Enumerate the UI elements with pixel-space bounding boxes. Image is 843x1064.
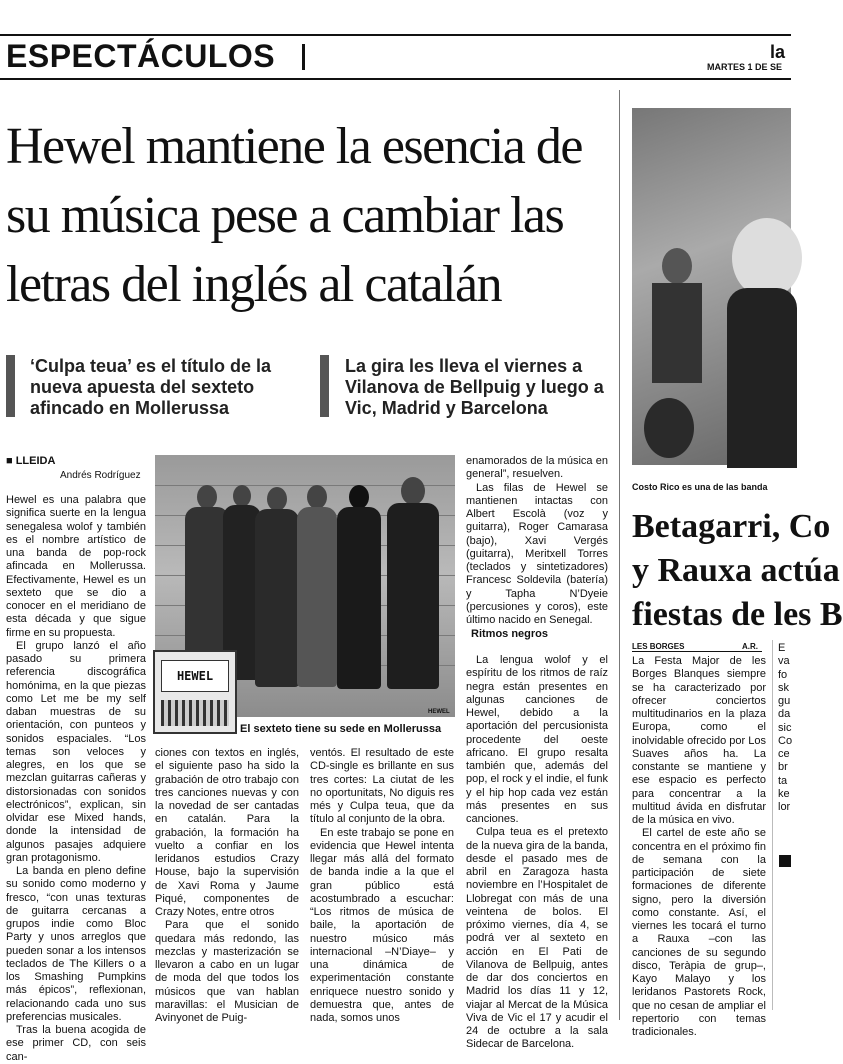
paragraph: Las filas de Hewel se mantienen intactas con Albert Escolà (voz y guitarra), Roger Camarasa (bajo), Xavi Vergés (guitarra), Meritxell Torres (teclados y sintetizadores) Francesc Soldevila (batería) y Tapha N’Dyeie (percusiones y coros), este último nacido en Senegal. — [466, 481, 608, 626]
side-byline-place: LES BORGES — [632, 642, 685, 651]
byline-author: Andrés Rodríguez — [60, 470, 141, 481]
side-column-2-fragment: ce — [778, 748, 790, 760]
article-column-1 — [6, 494, 146, 1064]
side-photo-caption: Costo Rico es una de las banda — [632, 482, 768, 492]
album-cover-title: HEWEL — [161, 660, 229, 692]
album-cover — [153, 650, 237, 734]
side-section-marker — [779, 855, 791, 867]
newspaper-brand: la — [770, 42, 786, 62]
paragraph: El cartel de este año se concentra en el próximo fin de semana con la participación de siete formaciones de diferente signo, pero la diversión como constante. Así, el viernes les tocará el turno a Rauxa –con las canciones de su segundo disco, Teràpia de grup–, Kayo Malayo y los leridanos Pastorets Rock, que no cesan de ampliar el repertorio con temas tradicionales. — [632, 827, 766, 1038]
subhead-bar-1 — [6, 355, 15, 417]
side-column-2-fragments — [778, 642, 791, 814]
side-column-2-fragment: da — [778, 708, 791, 721]
side-column-divider — [772, 640, 773, 1010]
side-column-2-fragment: br — [778, 761, 788, 774]
side-column-1 — [632, 655, 766, 1039]
side-headline-line: fiestas de les B — [632, 596, 843, 633]
dateline: MARTES 1 DE SE — [707, 62, 783, 72]
photo-credit: HEWEL — [428, 709, 450, 715]
section-title: ESPECTÁCULOS — [6, 38, 276, 74]
side-column-2-fragment: sic — [778, 721, 792, 734]
side-byline-rule — [632, 651, 762, 652]
side-byline-initials: A.R. — [742, 642, 758, 651]
byline-place-text: LLEIDA — [15, 455, 56, 467]
side-column-2-fragment: gu — [778, 695, 791, 707]
paragraph: Culpa teua es el pretexto de la nueva gira de la banda, desde el pasado mes de abril en Zaragoza hasta noviembre en l’Hospitalet de Llobregat con más de una veintena de bolos. El próximo viernes, día 4, se podrá ver al sexteto en acción en El Pati de Vilanova de Bellpuig, antes de dar dos conciertos en Madrid los días 11 y 12, viajar al Mercat de la Música Viva de Vic el 17 y acudir el 24 de octubre a la sala Sidecar de Barcelona. — [466, 826, 608, 1051]
paragraph: La banda en pleno define su sonido como moderno y fresco, “con unas texturas de guitarra cercanas a grupos indie como Bloc Party y unos arreglos que pueden sonar a los intensos teclados de The Killers o a los Smashing Pumpkins más épicos”, reflexionan, relacionando cada uno sus preferencias musicales. — [6, 865, 146, 1023]
paragraph: Hewel es una palabra que significa suerte en la lengua senegalesa wolof y también es el nombre artístico de una banda de pop-rock afincada en Mollerussa. Efectivamente, Hewel es un sexteto que se dio a conocer en el meridiano de esta década y que sigue firme en su propuesta. — [6, 494, 146, 639]
article-column-4-bottom — [466, 654, 608, 1052]
side-column-2-fragment: Co — [778, 734, 793, 747]
header-bottom-rule — [0, 78, 791, 80]
side-column-2-fragment: sk — [778, 681, 789, 694]
side-headline — [632, 505, 843, 637]
article-column-3 — [310, 747, 454, 1025]
side-headline-line: y Rauxa actúa — [632, 552, 840, 589]
subhead-1: ‘Culpa teua’ es el título de la nueva apuesta del sexteto afincado en Mollerussa — [30, 356, 272, 418]
paragraph: En este trabajo se pone en evidencia que Hewel intenta llegar más allá del formato de banda indie a la que el gran público está acostumbrado a escuchar: “Los ritmos de música de baile, la aportación de nuestro músico más internacional –N’Diaye– y una dinámica de experimentación constante enriquece nuestro sonido y demuestra que, antes de nada, somos unos — [310, 826, 454, 1024]
paragraph: La lengua wolof y el espíritu de los ritmos de raíz negra están presentes en algunas canciones de Hewel, debido a la aportación del percusionista procedente del oeste africano. El grupo resalta también que, además del pop, el rock y el indie, el funk y el hip hop cada vez están más presentes en sus canciones. — [466, 654, 608, 825]
side-photo — [632, 108, 791, 465]
side-column-2-fragment: va — [778, 655, 790, 668]
subhead-bar-2 — [320, 355, 329, 417]
article-headline: Hewel mantiene la esencia de su música pese a cambiar las letras del inglés al catalán — [6, 118, 582, 313]
byline-place: ■ LLEIDA — [6, 455, 56, 467]
paragraph: El grupo lanzó el año pasado su primera referencia discográfica homónima, en la que piezas como Let me be my self daban muestras de su orientación, con punteos y sonidos espaciales. “Los temas son veloces y alegres, en los que se mezclan guitarras cañeras y distorsionadas con sonidos electrónicos”, explican, sin olvidar ese Mixed hands, donde la intensidad de algunos pasajes adquiere gran protagonismo. — [6, 639, 146, 864]
side-column-2-fragment: lor — [778, 801, 791, 813]
paragraph: Tras la buena acogida de ese primer CD, con seis can- — [6, 1024, 146, 1063]
header-top-rule — [0, 34, 791, 36]
column-divider — [619, 90, 620, 1020]
paragraph: ventós. El resultado de este CD-single es brillante en sus tres cortes: La ciutat de les no oportunitats, No diguis res més y Culpa teua, que da título al conjunto de la obra. — [310, 747, 454, 826]
side-column-2-fragment: fo — [778, 668, 788, 681]
paragraph: enamorados de la música en general”, resuelven. — [466, 455, 608, 481]
column-subhead: Ritmos negros — [471, 628, 549, 640]
photo-caption: El sexteto tiene su sede en Mollerussa — [240, 723, 442, 735]
side-column-2-fragment: ta — [778, 774, 788, 787]
subhead-2: La gira les lleva el viernes a Vilanova de Bellpuig y luego a Vic, Madrid y Barcelona — [345, 356, 604, 418]
article-column-4-top — [466, 455, 608, 627]
side-headline-line: Betagarri, Co — [632, 508, 831, 545]
section-title-bar — [302, 44, 305, 70]
article-column-2 — [155, 747, 299, 1025]
side-column-2-fragment: ke — [778, 787, 790, 800]
paragraph: La Festa Major de les Borges Blanques siempre se ha caracterizado por ofrecer conciertos multitudinarios en la plaza Europa, como el inolvidable ofrecido por Los Suaves años ha. La constante se mantiene y ese espacio es perfecto para concentrar a la multitud ávida en disfrutar de la música en vivo. — [632, 655, 766, 826]
side-column-2-fragment: E — [778, 642, 786, 654]
paragraph: ciones con textos en inglés, el siguiente paso ha sido la grabación de otro trabajo con tres canciones nuevas y con la novedad de ser cantadas en catalán. Para la grabación, la formación ha vuelto a confiar en los leridanos estudios Crazy House, bajo la supervisión de Xavi Roma y Jaume Piqué, componentes de Crazy Notes, entre otros — [155, 747, 299, 918]
paragraph: Para que el sonido quedara más redondo, las mezclas y masterización se llevaron a cabo en un lugar de moda del que todos los músicos que van hablan maravillas: el Musician de Avinyonet de Puig- — [155, 919, 299, 1024]
